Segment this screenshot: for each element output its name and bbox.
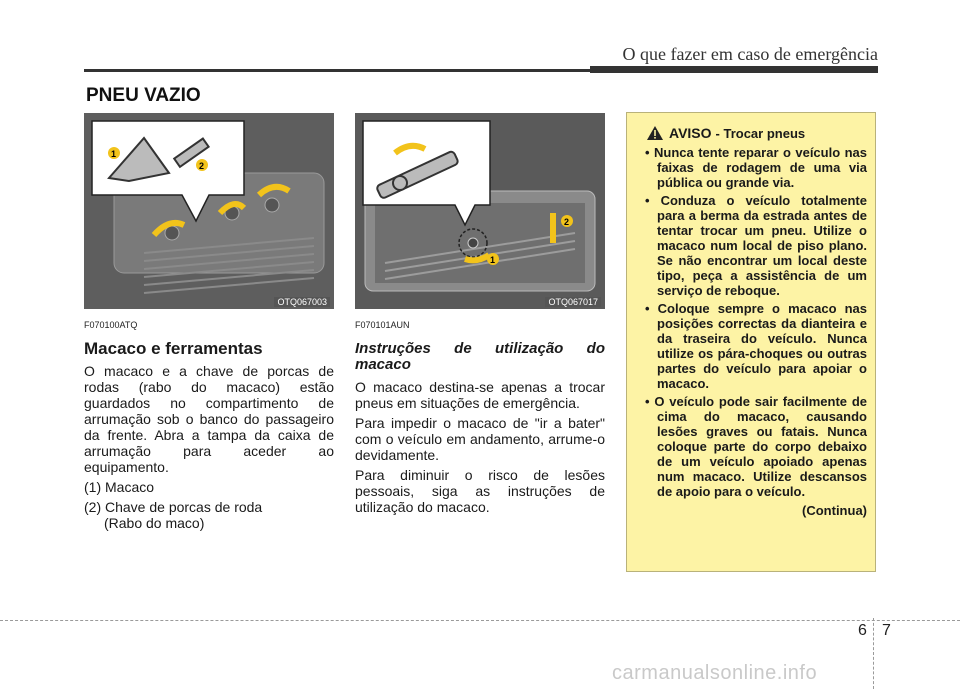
warning-item: • O veículo pode sair facilmente de cima do macaco, causando lesões graves ou fatais. Nunca coloque parte do corpo debaixo de um veículo apoiado apenas num macaco. Utilize descansos de apoio para o veículo.: [645, 394, 868, 499]
warning-title: AVISO: [669, 125, 712, 141]
callout-2: 2: [564, 217, 570, 227]
paragraph: Para diminuir o risco de lesões pessoais, siga as instruções de utilização do macaco.: [355, 467, 605, 515]
warning-list: [635, 145, 867, 499]
callout-1: 1: [490, 255, 496, 265]
page-number: 7: [882, 622, 891, 639]
warning-subtitle: - Trocar pneus: [715, 125, 806, 141]
figure-code: OTQ067017: [545, 297, 601, 307]
section-code: F070101AUN: [355, 320, 410, 330]
list-item-continuation: (Rabo do maco): [104, 515, 205, 531]
subsection-heading: Instruções de utilização do macaco: [355, 340, 605, 373]
watermark: carmanualsonline.info: [612, 662, 818, 684]
warning-item: • Conduza o veículo totalmente para a berma da estrada antes de tentar trocar um pneu. Utilize o macaco num local de piso plano. Se não encontrar um local deste tipo, peça a assistência de um serviço de reboque.: [645, 193, 867, 298]
continued-note: (Continua): [802, 503, 867, 518]
column-jack-tools: [84, 317, 334, 531]
jack-usage-illustration: [355, 113, 605, 309]
jack-storage-figure: [84, 113, 334, 309]
paragraph: O macaco e a chave de porcas de rodas (rabo do macaco) estão guardados no compartimento de arrumação sob o banco do passageiro da frente. Abra a tampa da caixa de arrumação para aceder ao equipamento.: [84, 363, 334, 475]
subsection-heading: Macaco e ferramentas: [84, 339, 263, 358]
chapter-title: O que fazer em caso de emergência: [622, 44, 878, 64]
chapter-number: 6: [858, 622, 867, 639]
footer-divider: [873, 618, 874, 689]
header-rule-accent: [590, 66, 878, 73]
jack-storage-illustration: [84, 113, 334, 309]
footer-rule: [0, 620, 960, 621]
column-jack-instructions: [355, 317, 605, 519]
section-title: PNEU VAZIO: [86, 85, 201, 106]
warning-item: • Coloque sempre o macaco nas posições correctas da dianteira e da traseira do veículo. Nunca utilize os pára-choques ou outras partes do veículo para apoiar o macaco.: [645, 301, 867, 391]
warning-item: • Nunca tente reparar o veículo nas faixas de rodagem de uma via pública ou grande via.: [645, 145, 868, 190]
callout-2: 2: [199, 161, 205, 171]
warning-header: [647, 125, 867, 141]
list-item: (2) Chave de porcas de roda: [84, 499, 263, 515]
jack-usage-figure: [355, 113, 605, 309]
paragraph: Para impedir o macaco de "ir a bater" com o veículo em andamento, arrume-o devidamente.: [355, 415, 605, 463]
warning-box: [626, 112, 876, 572]
paragraph: O macaco destina-se apenas a trocar pneus em situações de emergência.: [355, 379, 605, 411]
section-code: F070100ATQ: [84, 320, 138, 330]
figure-code: OTQ067003: [274, 297, 330, 307]
list-item: (1) Macaco: [84, 479, 155, 495]
callout-1: 1: [111, 149, 117, 159]
warning-triangle-icon: [647, 126, 663, 140]
